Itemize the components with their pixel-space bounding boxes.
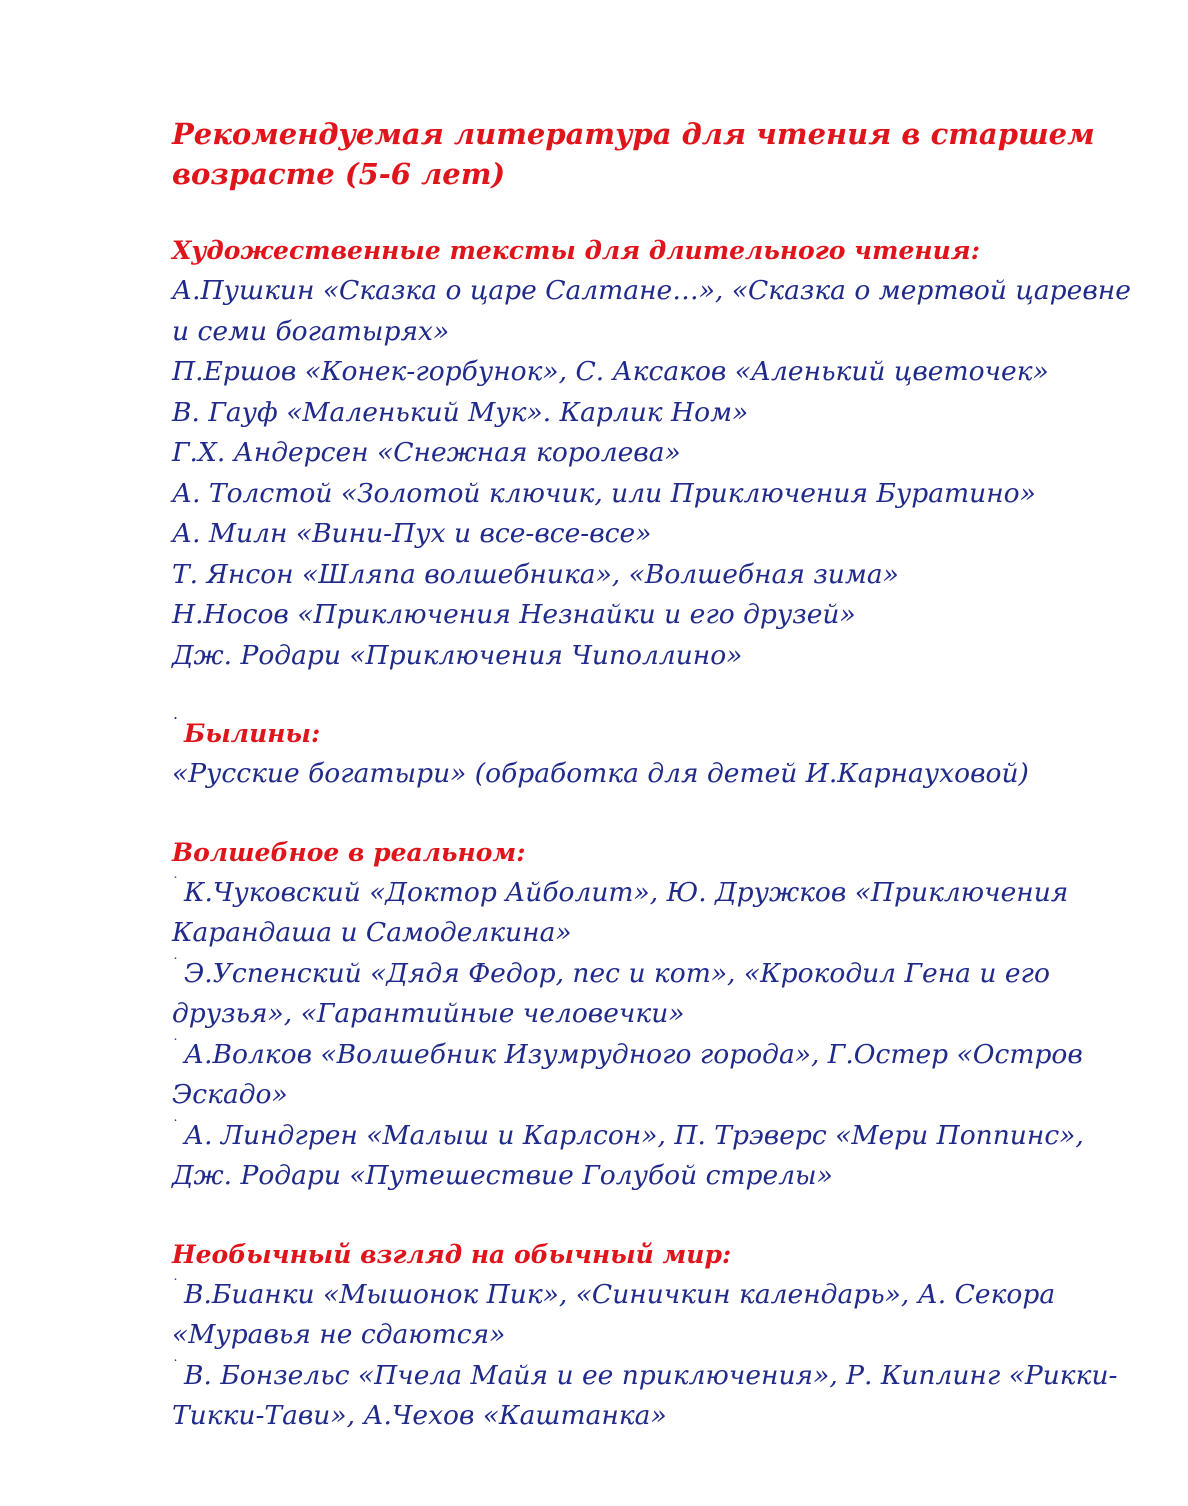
bullet-dot: ˙ bbox=[172, 1036, 179, 1053]
section-heading: Художественные тексты для длительного чтения: bbox=[172, 236, 980, 265]
bullet-dot: ˙ bbox=[172, 874, 179, 891]
list-item-text: Э.Успенский «Дядя Федор, пес и кот», «Крокодил Гена и его друзья», «Гарантийные человечки» bbox=[172, 957, 1050, 1029]
list-item: «Русские богатыри» (обработка для детей И.Карнауховой) bbox=[172, 758, 1029, 789]
list-item: Т. Янсон «Шляпа волшебника», «Волшебная зима» bbox=[172, 558, 899, 590]
list-item: Г.Х. Андерсен «Снежная королева» bbox=[172, 437, 681, 468]
list-item bbox=[172, 873, 1132, 954]
list-item bbox=[172, 1275, 1132, 1356]
list-item-text: В. Бонзельс «Пчела Майя и ее приключения», Р. Киплинг «Рикки-Тикки-Тави», А.Чехов «Каштанка» bbox=[172, 1359, 1118, 1431]
list-item: А. Милн «Вини-Пух и все-все-все» bbox=[172, 518, 652, 549]
section-magic-in-real bbox=[172, 833, 1132, 1197]
document-page bbox=[172, 114, 1132, 1437]
bullet-dot: ˙ bbox=[172, 1117, 179, 1134]
list-item: Н.Носов «Приключения Незнайки и его друзей» bbox=[172, 599, 856, 630]
section-long-reading bbox=[172, 231, 1132, 676]
document-title: Рекомендуемая литература для чтения в старшем возрасте (5-6 лет) bbox=[172, 117, 1095, 191]
section-unusual-view bbox=[172, 1235, 1132, 1437]
list-item-text: К.Чуковский «Доктор Айболит», Ю. Дружков «Приключения Карандаша и Самоделкина» bbox=[172, 876, 1069, 948]
bullet-dot: ˙ bbox=[172, 716, 179, 732]
bullet-dot: ˙ bbox=[172, 955, 179, 972]
list-item: В. Гауф «Маленький Мук». Карлик Ном» bbox=[172, 396, 749, 428]
section-heading-text: Былины: bbox=[184, 719, 321, 748]
list-item bbox=[172, 1035, 1132, 1116]
bullet-dot: ˙ bbox=[172, 1357, 179, 1374]
list-item bbox=[172, 1356, 1132, 1437]
list-item: А. Толстой «Золотой ключик, или Приключения Буратино» bbox=[172, 477, 1036, 509]
section-byliny bbox=[172, 714, 1132, 795]
list-item: Дж. Родари «Приключения Чиполлино» bbox=[172, 639, 743, 671]
list-item-text: А.Волков «Волшебник Изумрудного города», Г.Остер «Остров Эскадо» bbox=[172, 1038, 1083, 1110]
list-item: А.Пушкин «Сказка о царе Салтане…», «Сказка о мертвой царевне и семи богатырях» bbox=[172, 275, 1131, 347]
bullet-dot: ˙ bbox=[172, 1276, 179, 1293]
section-heading bbox=[172, 714, 1132, 754]
list-item bbox=[172, 1116, 1132, 1197]
list-item-text: А. Линдгрен «Малыш и Карлсон», П. Трэверс «Мери Поппинс», Дж. Родари «Путешествие Голубой стрелы» bbox=[172, 1119, 1084, 1191]
section-heading: Волшебное в реальном: bbox=[172, 837, 526, 867]
list-item bbox=[172, 954, 1132, 1035]
list-item: П.Ершов «Конек-горбунок», С. Аксаков «Аленький цветочек» bbox=[172, 356, 1049, 387]
section-heading: Необычный взгляд на обычный мир: bbox=[172, 1239, 732, 1269]
list-item-text: В.Бианки «Мышонок Пик», «Синичкин календарь», А. Секора «Муравья не сдаются» bbox=[172, 1278, 1056, 1350]
